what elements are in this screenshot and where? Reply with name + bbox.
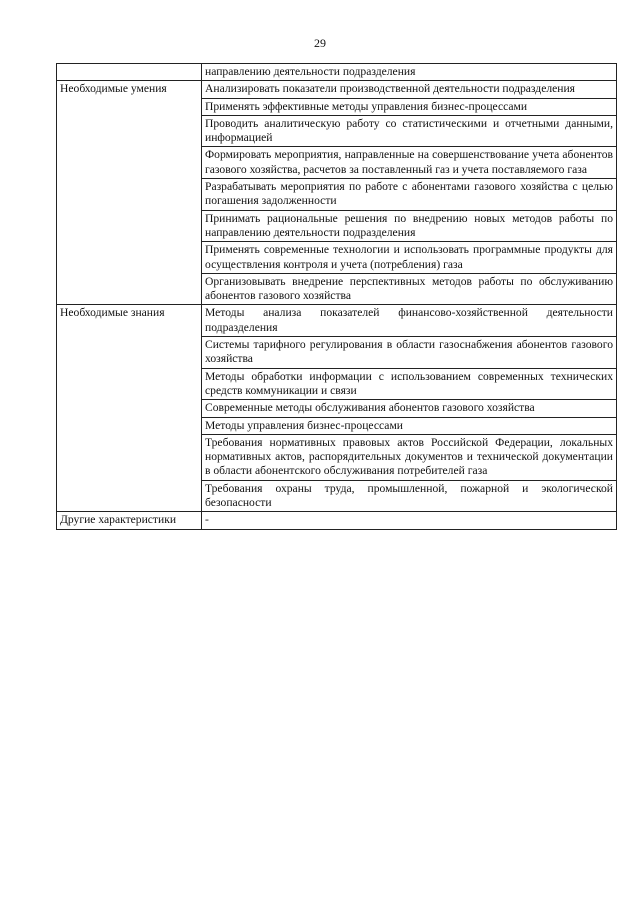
section-label: Другие характеристики: [57, 512, 202, 529]
table-row: [57, 305, 617, 337]
requirement-item: Проводить аналитическую работу со статистическими и отчетными данными, информацией: [202, 115, 617, 147]
requirements-table: [56, 63, 617, 530]
requirement-item: Организовывать внедрение перспективных методов работы по обслуживанию абонентов газового хозяйства: [202, 273, 617, 305]
requirement-item: Требования охраны труда, промышленной, пожарной и экологической безопасности: [202, 480, 617, 512]
requirement-item: Современные методы обслуживания абонентов газового хозяйства: [202, 400, 617, 417]
table-row: [57, 64, 617, 81]
requirement-item: Применять эффективные методы управления бизнес-процессами: [202, 98, 617, 115]
table-row: [57, 81, 617, 98]
section-label: Необходимые знания: [57, 305, 202, 512]
value-cell: направлению деятельности подразделения: [202, 64, 617, 81]
requirement-item: Применять современные технологии и использовать программные продукты для осуществления контроля и учета (потребления) газа: [202, 242, 617, 274]
requirement-item: Методы анализа показателей финансово-хозяйственной деятельности подразделения: [202, 305, 617, 337]
requirement-item: Разрабатывать мероприятия по работе с абонентами газового хозяйства с целью погашения задолженности: [202, 179, 617, 211]
label-cell: [57, 64, 202, 81]
section-label: Необходимые умения: [57, 81, 202, 305]
page-number: 29: [314, 36, 326, 50]
requirement-item: Формировать мероприятия, направленные на совершенствование учета абонентов газового хозяйства, расчетов за поставленный газ и учета поставляемого газа: [202, 147, 617, 179]
table-row: [57, 512, 617, 529]
requirement-item: Системы тарифного регулирования в области газоснабжения абонентов газового хозяйства: [202, 337, 617, 369]
requirement-item: Методы управления бизнес-процессами: [202, 417, 617, 434]
requirement-item: Требования нормативных правовых актов Российской Федерации, локальных нормативных актов, распорядительных документов и технической документации в области абонентского обслуживания потребителей газа: [202, 434, 617, 480]
requirement-item: Принимать рациональные решения по внедрению новых методов работы по направлению деятельности подразделения: [202, 210, 617, 242]
requirement-item: Анализировать показатели производственной деятельности подразделения: [202, 81, 617, 98]
requirement-item: -: [202, 512, 617, 529]
requirement-item: Методы обработки информации с использованием современных технических средств коммуникации и связи: [202, 368, 617, 400]
